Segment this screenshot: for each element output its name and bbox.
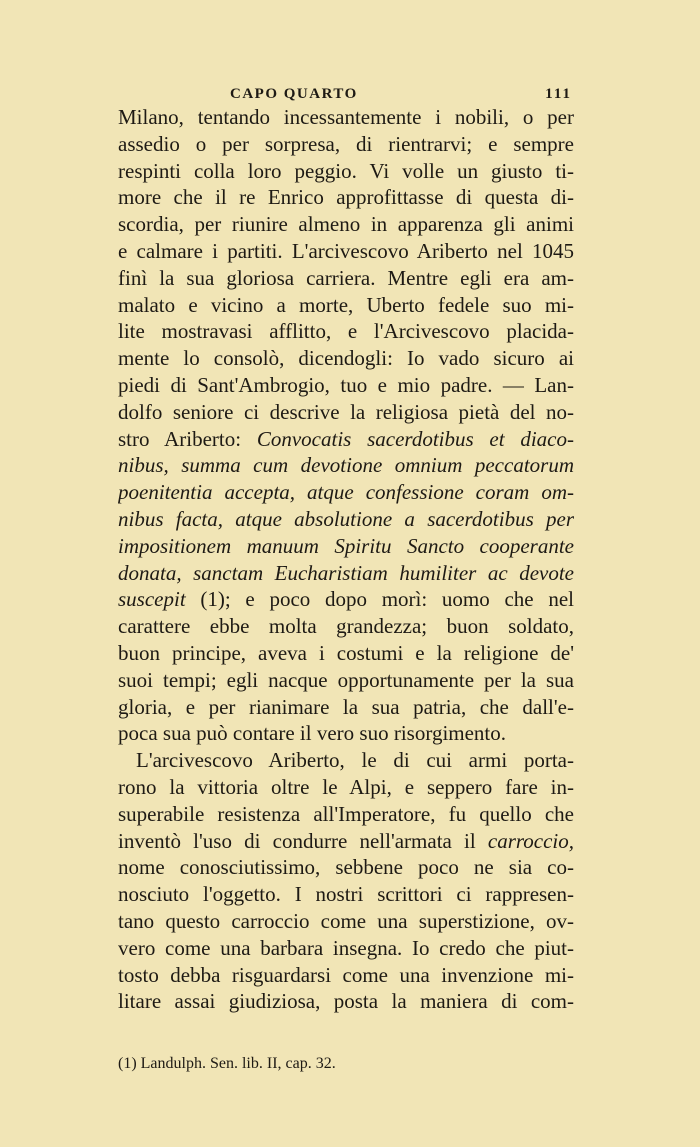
line-text: dolfo seniore ci descrive la religiosa pietà del no- — [118, 399, 574, 424]
text-line — [118, 962, 574, 989]
text-line — [118, 238, 574, 265]
line-text: L'arcivescovo Ariberto, le di cui armi porta- — [136, 748, 574, 773]
text-line — [118, 908, 574, 935]
latin-quote-text: Convocatis sacerdotibus et diaco- — [256, 426, 574, 451]
text-line — [118, 694, 574, 721]
line-text: vero come una barbara insegna. Io credo che piut- — [118, 935, 574, 960]
line-text: stro Ariberto: — [118, 426, 257, 451]
latin-quote-text: nibus facta, atque absolutione a sacerdotibus per — [118, 506, 574, 531]
line-text: malato e vicino a morte, Uberto fedele suo mi- — [118, 292, 574, 317]
text-line — [118, 640, 574, 667]
text-line — [118, 211, 574, 238]
line-text: superabile resistenza all'Imperatore, fu quello che — [118, 801, 574, 826]
line-text: inventò l'uso di condurre nell'armata il — [118, 828, 488, 853]
body-text — [118, 104, 574, 1015]
line-text: suoi tempi; egli nacque opportunamente per la sua — [118, 667, 574, 692]
line-text: poca sua può contare il vero suo risorgimento. — [118, 721, 507, 746]
text-line — [118, 131, 574, 158]
text-line — [118, 452, 574, 479]
text-line — [118, 479, 574, 506]
latin-quote-text: impositionem manuum Spiritu Sancto cooperante — [118, 533, 574, 558]
line-text: scordia, per riunire almeno in apparenza gli animi — [118, 212, 574, 237]
text-line — [118, 667, 574, 694]
text-line — [118, 345, 574, 372]
text-line — [118, 292, 574, 319]
text-line — [118, 506, 574, 533]
line-text: assedio o per sorpresa, di rientrarvi; e sempre — [118, 131, 574, 156]
line-text: piedi di Sant'Ambrogio, tuo e mio padre. — Lan- — [118, 372, 574, 397]
text-line — [118, 426, 574, 453]
line-text: (1); e poco dopo morì: uomo che nel — [185, 587, 574, 612]
latin-quote-text: donata, sanctam Eucharistiam humiliter ac devote — [118, 560, 574, 585]
text-line — [118, 774, 574, 801]
footnote: (1) Landulph. Sen. lib. II, cap. 32. — [118, 1055, 336, 1072]
line-text: e calmare i partiti. L'arcivescovo Ariberto nel 1045 — [118, 238, 574, 263]
line-text: rono la vittoria oltre le Alpi, e seppero fare in- — [118, 774, 574, 799]
line-text: Milano, tentando incessantemente i nobili, o per — [118, 105, 574, 129]
line-text: litare assai giudiziosa, posta la maniera di com- — [118, 989, 574, 1014]
page-number: 111 — [545, 86, 572, 102]
text-line — [118, 560, 574, 587]
line-text: more che il re Enrico approfittasse di questa di- — [118, 185, 574, 210]
latin-quote-text: poenitentia accepta, atque confessione coram om- — [118, 480, 574, 505]
text-line — [118, 935, 574, 962]
text-line — [118, 318, 574, 345]
latin-quote-text: nibus, summa cum devotione omnium peccatorum — [118, 453, 574, 478]
text-line — [118, 747, 574, 774]
line-text: carattere ebbe molta grandezza; buon soldato, — [118, 614, 574, 639]
text-line — [118, 184, 574, 211]
text-line — [118, 533, 574, 560]
line-text: gloria, e per rianimare la sua patria, che dall'e- — [118, 694, 574, 719]
line-text: tosto debba risguardarsi come una invenzione mi- — [118, 962, 574, 987]
running-title: CAPO QUARTO — [230, 86, 358, 102]
line-text: lite mostravasi afflitto, e l'Arcivescovo placida- — [118, 319, 574, 344]
line-text: nosciuto l'oggetto. I nostri scrittori ci rappresen- — [118, 882, 574, 907]
text-line — [118, 854, 574, 881]
text-line — [118, 372, 574, 399]
text-line — [118, 720, 574, 747]
text-line — [118, 613, 574, 640]
text-line — [118, 586, 574, 613]
line-text: mente lo consolò, dicendogli: Io vado sicuro ai — [118, 346, 574, 371]
text-line — [118, 158, 574, 185]
line-text: buon principe, aveva i costumi e la religione de' — [118, 640, 574, 665]
line-text: tano questo carroccio come una superstizione, ov- — [118, 908, 574, 933]
latin-quote-text: carroccio, — [487, 828, 574, 853]
text-line — [118, 104, 574, 131]
line-text: respinti colla loro peggio. Vi volle un giusto ti- — [118, 158, 574, 183]
text-line — [118, 828, 574, 855]
page-header — [118, 86, 572, 106]
latin-quote-text: suscepit — [118, 587, 186, 612]
line-text: nome conosciutissimo, sebbene poco ne sia co- — [118, 855, 574, 880]
line-text: finì la sua gloriosa carriera. Mentre egli era am- — [118, 265, 574, 290]
text-line — [118, 881, 574, 908]
text-line — [118, 399, 574, 426]
text-line — [118, 988, 574, 1015]
text-line — [118, 801, 574, 828]
text-line — [118, 265, 574, 292]
